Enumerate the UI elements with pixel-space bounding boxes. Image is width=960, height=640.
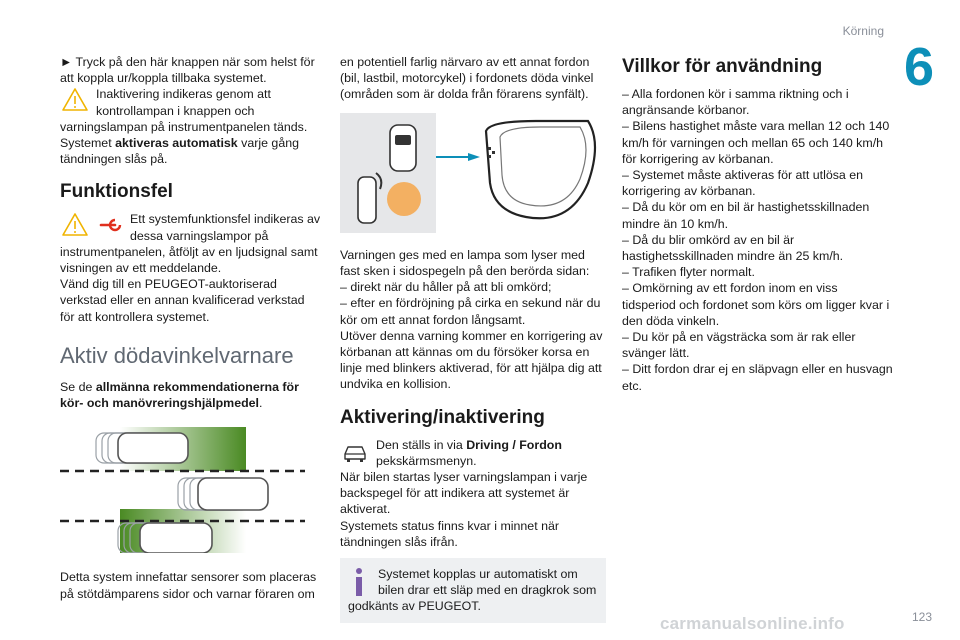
text-fragment: Den ställs in via — [376, 437, 467, 452]
paragraph-correction: Utöver denna varning kommer en korrigering av körbanan att kännas om du försöker korsa en linje med blinkers aktiverad, för att hjälpa dig att undvika en kollision. — [340, 328, 603, 392]
paragraph-fault-warning: Ett systemfunktionsfel indikeras av dessa varningslampor på instrumentpanelen, åtföljt av en ljudsignal samt visningen av ett meddelande. — [60, 212, 321, 276]
condition-item: – Ditt fordon drar ej en släpvagn eller en husvagn etc. — [622, 362, 893, 393]
paragraph-overtaken: – direkt när du håller på att bli omkörd; — [340, 280, 552, 295]
paragraph-deactivation: Inaktivering indikeras genom att kontrollampan i knappen och varningslampan på instrumentpanelen tänds. — [60, 87, 308, 134]
column-right — [622, 54, 894, 394]
heading-activation: Aktivering/inaktivering — [340, 406, 545, 428]
paragraph-memory: Systemets status finns kvar i minnet när tändningen slås ifrån. — [340, 518, 559, 549]
car-icon — [340, 437, 370, 465]
activation-paragraph — [340, 437, 606, 469]
condition-item: – Du kör på en vägsträcka som är rak eller svänger lätt. — [622, 330, 856, 361]
condition-item: – Bilens hastighet måste vara mellan 12 och 140 km/h för varningen och mellan 65 och 140 km/h för korrigering av körbanan. — [622, 119, 890, 166]
warning-triangle-icon — [60, 86, 90, 114]
fault-paragraph — [60, 211, 322, 276]
info-icon — [348, 566, 370, 598]
condition-item: – Systemet måste aktiveras för att utlösa en korrigering av körbanan. — [622, 168, 864, 199]
deactivation-paragraph — [60, 86, 322, 135]
heading-blind-spot: Aktiv dödavinkelvarnare — [60, 342, 294, 368]
wrench-icon — [96, 211, 124, 239]
column-middle — [340, 54, 606, 623]
blind-spot-lamp — [387, 182, 421, 216]
car-icon-large — [390, 125, 416, 171]
text-fragment: Se de — [60, 379, 96, 394]
paragraph-workshop: Vänd dig till en PEUGEOT-auktoriserad verkstad eller en annan kvalificerad verkstad för att kontrollera systemet. — [60, 277, 305, 324]
text-bold: aktiveras automatisk — [115, 136, 238, 151]
text-bold: Driving / Fordon — [466, 437, 562, 452]
car-bottom — [140, 523, 212, 553]
text-fragment: varje gång tändningen slås på. — [60, 136, 299, 167]
paragraph-warning-light: Varningen ges med en lampa som lyser med fast sken i sidospegeln på den berörda sidan: — [340, 247, 590, 279]
heading-fault: Funktionsfel — [60, 181, 173, 203]
side-mirror — [486, 121, 595, 218]
paragraph-system-intro: Detta system innefattar sensorer som placeras på stötdämparens sidor och varnar föraren om — [60, 570, 317, 601]
blind-spot-illustration — [60, 423, 305, 553]
info-box — [340, 558, 606, 623]
text-bold: allmänna rekommendationerna för kör- och manövreringshjälpmedel — [60, 379, 299, 411]
paragraph-press-button: ► Tryck på den här knappen när som helst för att koppla ur/koppla tillbaka systemet. — [60, 55, 315, 86]
info-text: Systemet kopplas ur automatiskt om bilen drar ett släp med en dragkrok som godkänts av PEUGEOT. — [348, 567, 597, 614]
warning-triangle-icon — [60, 211, 90, 239]
paragraph-overtaking: – efter en fördröjning på cirka en sekund när du kör om ett annat fordon långsamt. — [340, 296, 601, 327]
paragraph-recommendations — [60, 379, 322, 411]
condition-item: – Trafiken flyter normalt. — [622, 265, 755, 280]
chapter-number: 6 — [903, 37, 934, 97]
paragraph-settings-menu — [340, 437, 606, 469]
section-header: Körning — [842, 24, 884, 38]
condition-item: – Då du blir omkörd av en bil är hastighetsskillnaden mindre än 25 km/h. — [622, 232, 844, 264]
car-middle — [198, 478, 268, 510]
condition-item: – Då du kör om en bil är hastighetsskillnaden mindre än 10 km/h. — [622, 200, 870, 231]
column-left — [60, 54, 322, 602]
paragraph-auto-activation — [60, 135, 322, 167]
watermark: carmanualsonline.info — [660, 614, 845, 633]
mirror-illustration — [340, 113, 604, 233]
car-top — [118, 433, 188, 463]
heading-conditions: Villkor för användning — [622, 56, 823, 77]
text-fragment: pekskärmsmenyn. — [376, 453, 477, 468]
text-fragment: . — [259, 396, 263, 411]
paragraph-start-lamp: När bilen startas lyser varningslampan i varje backspegel för att indikera att systemet är aktiverat. — [340, 470, 588, 517]
page-number: 123 — [911, 610, 932, 624]
condition-item: – Omkörning av ett fordon inom en viss tidsperiod och fordonet som körs om ligger kvar i den döda vinkeln. — [622, 281, 890, 328]
text-fragment: Systemet — [60, 136, 116, 151]
condition-item: – Alla fordonen kör i samma riktning och i angränsande körbanor. — [622, 87, 849, 118]
paragraph-danger: en potentiell farlig närvaro av ett annat fordon (bil, lastbil, motorcykel) i fordonets döda vinkel (områden som är dolda från förarens synfält). — [340, 55, 594, 102]
